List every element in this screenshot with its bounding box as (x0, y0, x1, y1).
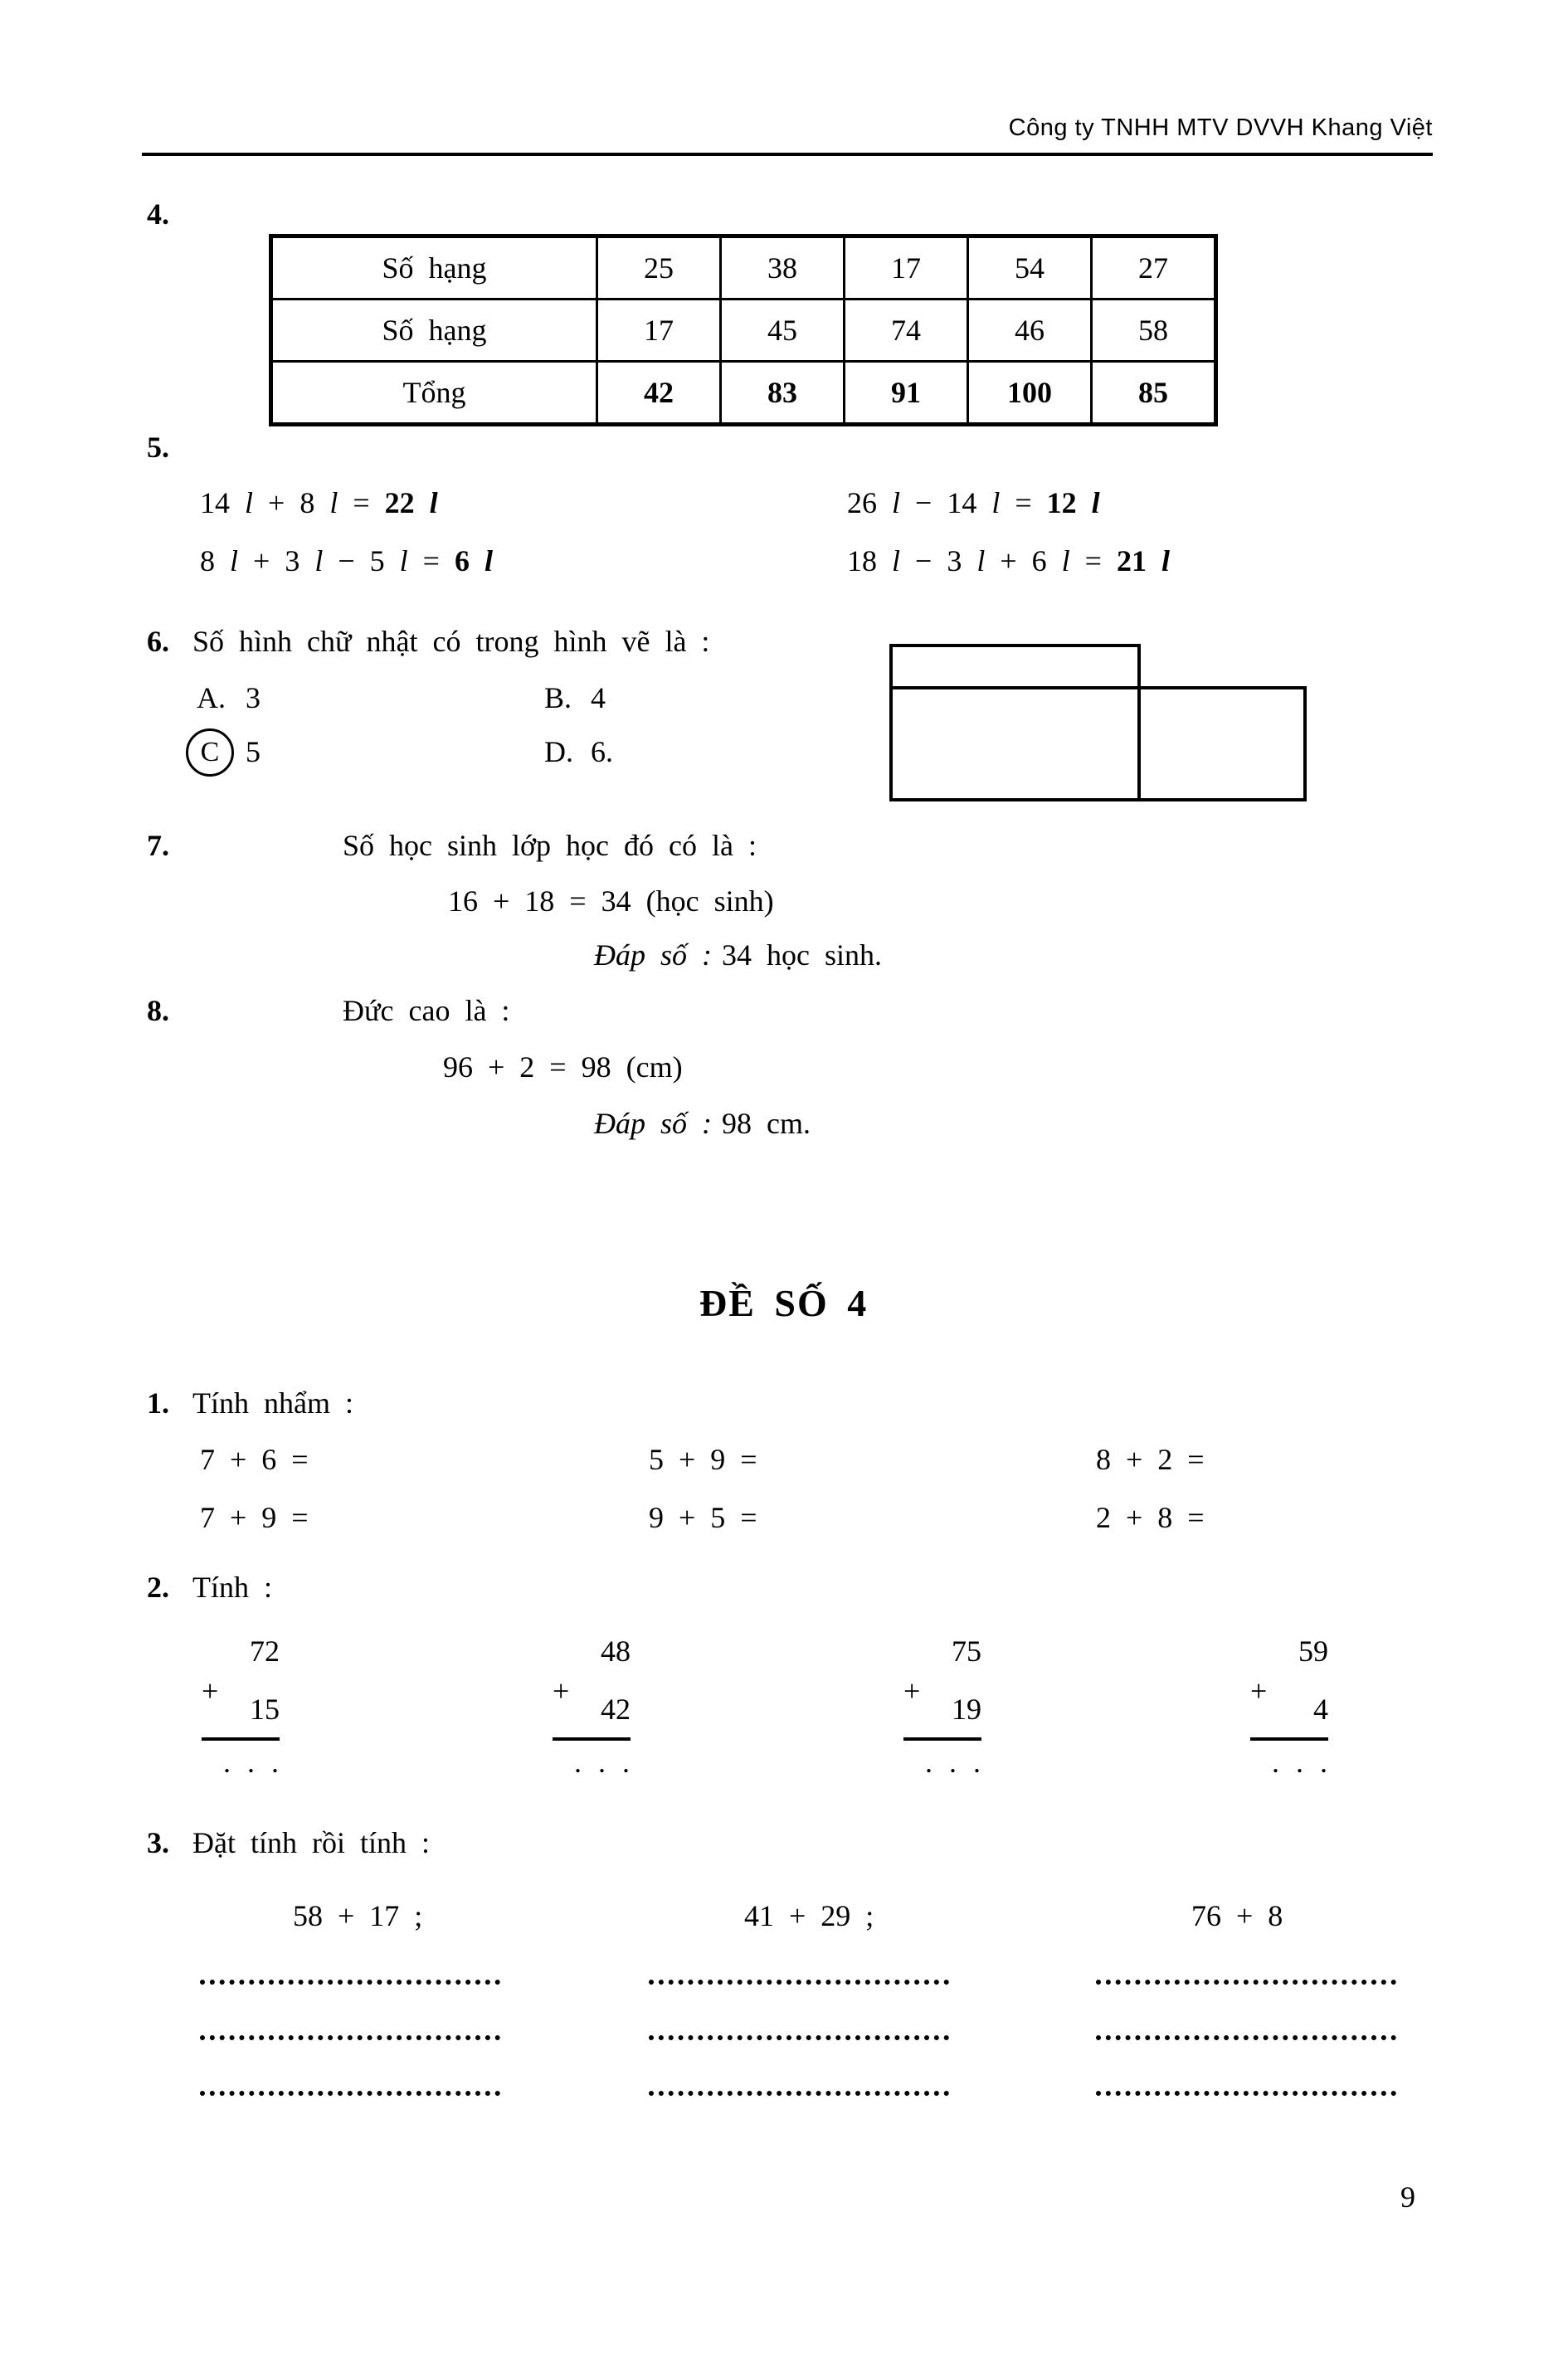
litre-symbol: l (1091, 486, 1100, 519)
exercise3-problem: 58 + 17 ; (293, 1899, 423, 1932)
item4-number: 4. (147, 197, 169, 231)
answer-dotted-line (649, 1980, 949, 1985)
option-b-key: B. (544, 681, 572, 714)
item8-statement: Đức cao là : (343, 994, 510, 1027)
answer-ellipsis: . . . (574, 1746, 631, 1779)
option-a-value: 3 (246, 681, 261, 714)
table-cell-value: 85 (1092, 362, 1216, 425)
header-rule (142, 153, 1433, 156)
item7-answer: 34 học sinh. (722, 938, 882, 972)
answer-rule (553, 1737, 631, 1741)
table-cell-value: 17 (845, 236, 968, 300)
plus-sign: + (903, 1674, 921, 1708)
item7-calculation: 16 + 18 = 34 (học sinh) (448, 884, 774, 918)
table-cell-value: 54 (968, 236, 1092, 300)
table-cell-value: 42 (597, 362, 721, 425)
addend-top: 72 (250, 1634, 280, 1668)
exercise1-equation: 8 + 2 = (1096, 1443, 1205, 1476)
item5-equation-answer: 6 l (454, 544, 493, 577)
plus-sign: + (1250, 1674, 1268, 1708)
option-d-value: 6. (591, 735, 613, 768)
item8-calculation: 96 + 2 = 98 (cm) (443, 1050, 683, 1084)
answer-dotted-line (1096, 1980, 1396, 1985)
table-cell-value: 74 (845, 300, 968, 362)
header-company: Công ty TNHH MTV DVVH Khang Việt (1008, 114, 1433, 141)
figure-top-rectangle (889, 644, 1141, 689)
exercise1-equation: 7 + 9 = (200, 1501, 309, 1534)
answer-dotted-line (200, 2035, 500, 2040)
item5-equation: 26 l − 14 l = 12 l (847, 486, 1100, 519)
exercise1-equation: 9 + 5 = (649, 1501, 757, 1534)
answer-ellipsis: . . . (925, 1746, 981, 1779)
table-cell-value: 100 (968, 362, 1092, 425)
table-row (271, 300, 1216, 362)
item7-answer-label: Đáp số : (594, 938, 712, 972)
litre-symbol: l (245, 486, 254, 519)
litre-symbol: l (1061, 544, 1070, 577)
answer-rule (1250, 1737, 1328, 1741)
item5-number: 5. (147, 431, 169, 464)
answer-rule (903, 1737, 981, 1741)
item5-equation-answer: 22 l (384, 486, 438, 519)
addend-top: 75 (952, 1634, 981, 1668)
litre-symbol: l (484, 544, 493, 577)
item8-answer-line (594, 1108, 811, 1138)
addition-problem (553, 1636, 631, 1784)
addend-bottom: 42 (601, 1693, 631, 1726)
page-number: 9 (1400, 2180, 1415, 2214)
litre-symbol: l (1161, 544, 1170, 577)
item5-equation: 18 l − 3 l + 6 l = 21 l (847, 544, 1170, 577)
item7-statement: Số học sinh lớp học đó có là : (343, 829, 757, 862)
addend-top: 59 (1298, 1634, 1328, 1668)
exercise2-title: Tính : (192, 1571, 272, 1604)
addend-bottom: 15 (250, 1693, 280, 1726)
table-cell-value: 17 (597, 300, 721, 362)
exercise2-number: 2. (147, 1571, 169, 1604)
item7-answer-line (594, 940, 882, 970)
table-cell-value: 83 (721, 362, 845, 425)
answer-ellipsis: . . . (223, 1746, 280, 1779)
answer-ellipsis: . . . (1272, 1746, 1328, 1779)
item6-question: Số hình chữ nhật có trong hình vẽ là : (192, 625, 710, 658)
litre-symbol: l (976, 544, 986, 577)
exercise1-equation: 7 + 6 = (200, 1443, 309, 1476)
table-row-label: Số hạng (271, 236, 597, 300)
item7-number: 7. (147, 829, 169, 862)
option-c-value: 5 (246, 735, 261, 768)
table-cell-value: 46 (968, 300, 1092, 362)
table-cell-value: 58 (1092, 300, 1216, 362)
litre-symbol: l (892, 486, 901, 519)
item5-equation-answer: 21 l (1116, 544, 1170, 577)
table-cell-value: 25 (597, 236, 721, 300)
option-a-key: A. (197, 681, 226, 714)
section-title: ĐỀ SỐ 4 (699, 1282, 869, 1324)
litre-symbol: l (329, 486, 338, 519)
exercise1-equation: 5 + 9 = (649, 1443, 757, 1476)
table-cell-value: 27 (1092, 236, 1216, 300)
addend-bottom: 19 (952, 1693, 981, 1726)
item6-number: 6. (147, 625, 169, 658)
table-cell-value: 45 (721, 300, 845, 362)
table-row (271, 236, 1216, 300)
item5-equation: 14 l + 8 l = 22 l (200, 486, 438, 519)
item5-equation-answer: 12 l (1046, 486, 1100, 519)
litre-symbol: l (429, 486, 438, 519)
exercise3-problem: 76 + 8 (1191, 1899, 1283, 1932)
litre-symbol: l (991, 486, 1001, 519)
litre-symbol: l (314, 544, 324, 577)
table-cell-value: 91 (845, 362, 968, 425)
answer-dotted-line (200, 1980, 500, 1985)
plus-sign: + (202, 1674, 219, 1708)
table-row-label: Số hạng (271, 300, 597, 362)
table-row (271, 362, 1216, 425)
table-cell-value: 38 (721, 236, 845, 300)
table-row-label: Tổng (271, 362, 597, 425)
item8-answer-label: Đáp số : (594, 1107, 712, 1140)
exercise3-number: 3. (147, 1826, 169, 1859)
exercise3-problem: 41 + 29 ; (744, 1899, 874, 1932)
addition-problem (202, 1636, 280, 1784)
sums-table (269, 234, 1218, 426)
litre-symbol: l (892, 544, 901, 577)
litre-symbol: l (230, 544, 239, 577)
answer-dotted-line (1096, 2091, 1396, 2096)
answer-dotted-line (200, 2091, 500, 2096)
figure-bottom-rectangle (889, 686, 1307, 801)
addend-bottom: 4 (1313, 1693, 1328, 1726)
exercise1-title: Tính nhẩm : (192, 1386, 353, 1420)
addition-problem (903, 1636, 981, 1784)
plus-sign: + (553, 1674, 570, 1708)
item8-number: 8. (147, 994, 169, 1027)
addend-top: 48 (601, 1634, 631, 1668)
item8-answer: 98 cm. (722, 1107, 811, 1140)
addition-problem (1250, 1636, 1328, 1784)
answer-dotted-line (649, 2035, 949, 2040)
litre-symbol: l (399, 544, 408, 577)
exercise3-title: Đặt tính rồi tính : (192, 1826, 430, 1859)
option-c-circled-key: C (186, 728, 234, 777)
answer-dotted-line (1096, 2035, 1396, 2040)
answer-dotted-line (649, 2091, 949, 2096)
answer-rule (202, 1737, 280, 1741)
exercise1-number: 1. (147, 1386, 169, 1420)
option-d-key: D. (544, 735, 573, 768)
exercise1-equation: 2 + 8 = (1096, 1501, 1205, 1534)
figure-divider-line (1137, 686, 1141, 801)
item5-equation: 8 l + 3 l − 5 l = 6 l (200, 544, 493, 577)
option-b-value: 4 (591, 681, 606, 714)
